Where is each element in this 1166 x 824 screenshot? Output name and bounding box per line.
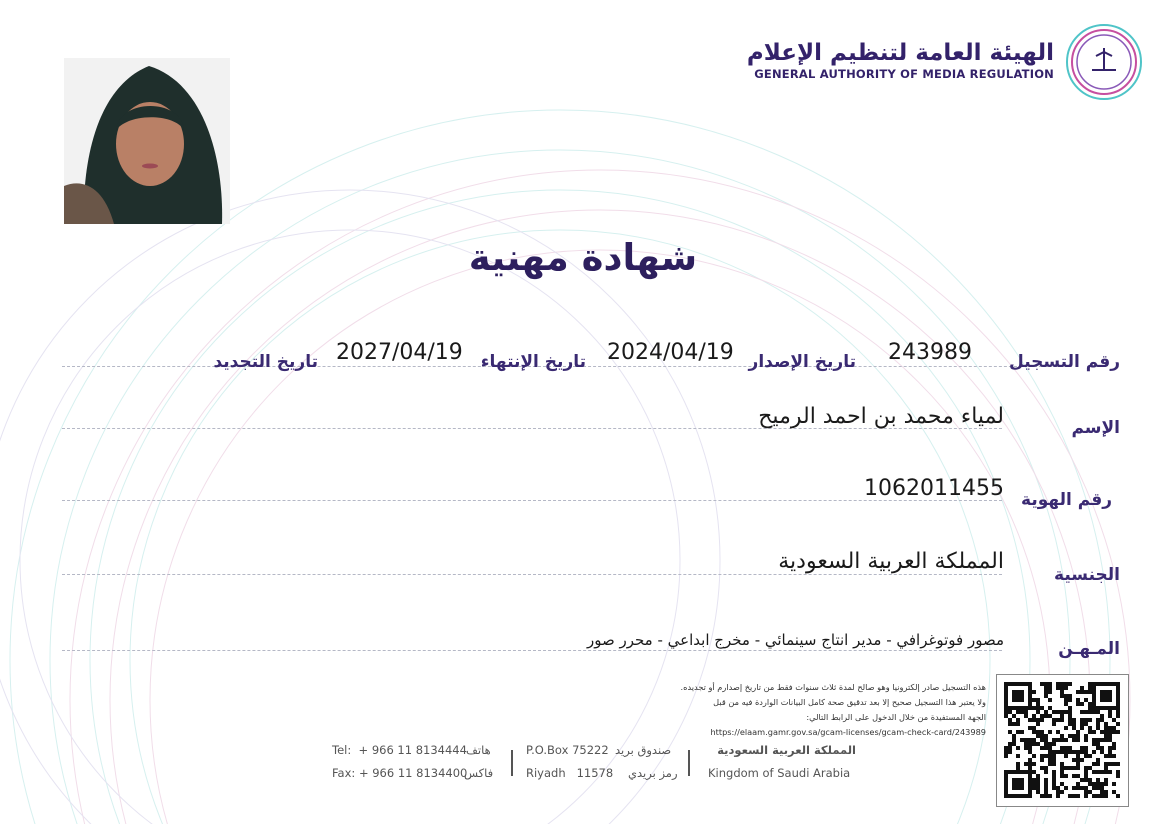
footer-fax-ar: فاكس bbox=[464, 766, 494, 780]
footer-tel-ar: هاتف bbox=[466, 743, 491, 757]
verification-link[interactable]: https://elaam.gamr.gov.sa/gcam-licenses/gcam-check-card/243989 bbox=[710, 727, 986, 737]
reg-number-value: 243989 bbox=[888, 340, 972, 365]
renewal-date-label: تاريخ التجديد bbox=[213, 352, 318, 372]
footer-city-postal: Riyadh 11578 bbox=[526, 766, 614, 780]
name-label: الإسم bbox=[1071, 418, 1120, 438]
id-value: 1062011455 bbox=[864, 476, 1004, 501]
org-name-arabic: الهيئة العامة لتنظيم الإعلام bbox=[746, 40, 1054, 66]
id-label: رقم الهوية bbox=[1021, 490, 1112, 510]
footer-kingdom-ar: المملكة العربية السعودية bbox=[717, 743, 856, 757]
nationality-row-line bbox=[62, 574, 1002, 575]
professions-label: المـهـن bbox=[1058, 639, 1120, 659]
name-value: لمياء محمد بن احمد الرميح bbox=[758, 404, 1004, 429]
qr-code-icon[interactable] bbox=[996, 674, 1129, 807]
certificate-title: شهادة مهنية bbox=[468, 236, 698, 279]
notes-line-3: الجهة المستفيدة من خلال الدخول على الرابط التالي: bbox=[806, 712, 986, 722]
org-name-english: GENERAL AUTHORITY OF MEDIA REGULATION bbox=[754, 67, 1054, 81]
notes-line-1: هذه التسجيل صادر إلكترونيا وهو صالح لمدة ثلاث سنوات فقط من تاريخ إصدارم أو تجديده. bbox=[680, 682, 986, 692]
holder-photo bbox=[64, 58, 230, 224]
issue-date-label: تاريخ الإصدار bbox=[748, 352, 856, 372]
id-row-line bbox=[62, 500, 1002, 501]
reg-number-label: رقم التسجيل bbox=[1009, 352, 1120, 372]
nationality-label: الجنسية bbox=[1054, 565, 1120, 585]
professions-row-line bbox=[62, 650, 1002, 651]
footer-kingdom-en: Kingdom of Saudi Arabia bbox=[708, 766, 851, 780]
expiry-date-label: تاريخ الإنتهاء bbox=[480, 352, 586, 372]
gamr-logo-icon bbox=[1064, 22, 1144, 102]
footer-pobox-ar: صندوق بريد bbox=[615, 743, 672, 757]
footer-pobox-en: P.O.Box 75222 bbox=[526, 743, 609, 757]
footer-tel: Tel: + 966 11 8134444 bbox=[332, 743, 467, 757]
notes-line-2: ولا يعتبر هذا التسجيل صحيح إلا بعد تدقيق صحة كامل البيانات الواردة فيه من قبل bbox=[713, 697, 986, 707]
verification-notes bbox=[646, 680, 986, 740]
expiry-date-value: 2027/04/19 bbox=[336, 340, 463, 365]
footer-postal-ar: رمز بريدي bbox=[628, 766, 678, 780]
professions-value: مصور فوتوغرافي - مدير انتاج سينمائي - مخرج ابداعي - محرر صور bbox=[586, 631, 1004, 649]
footer-separator bbox=[511, 750, 513, 776]
footer-fax: Fax: + 966 11 8134400 bbox=[332, 766, 468, 780]
nationality-value: المملكة العربية السعودية bbox=[778, 549, 1004, 574]
issue-date-value: 2024/04/19 bbox=[607, 340, 734, 365]
footer-separator bbox=[688, 750, 690, 776]
